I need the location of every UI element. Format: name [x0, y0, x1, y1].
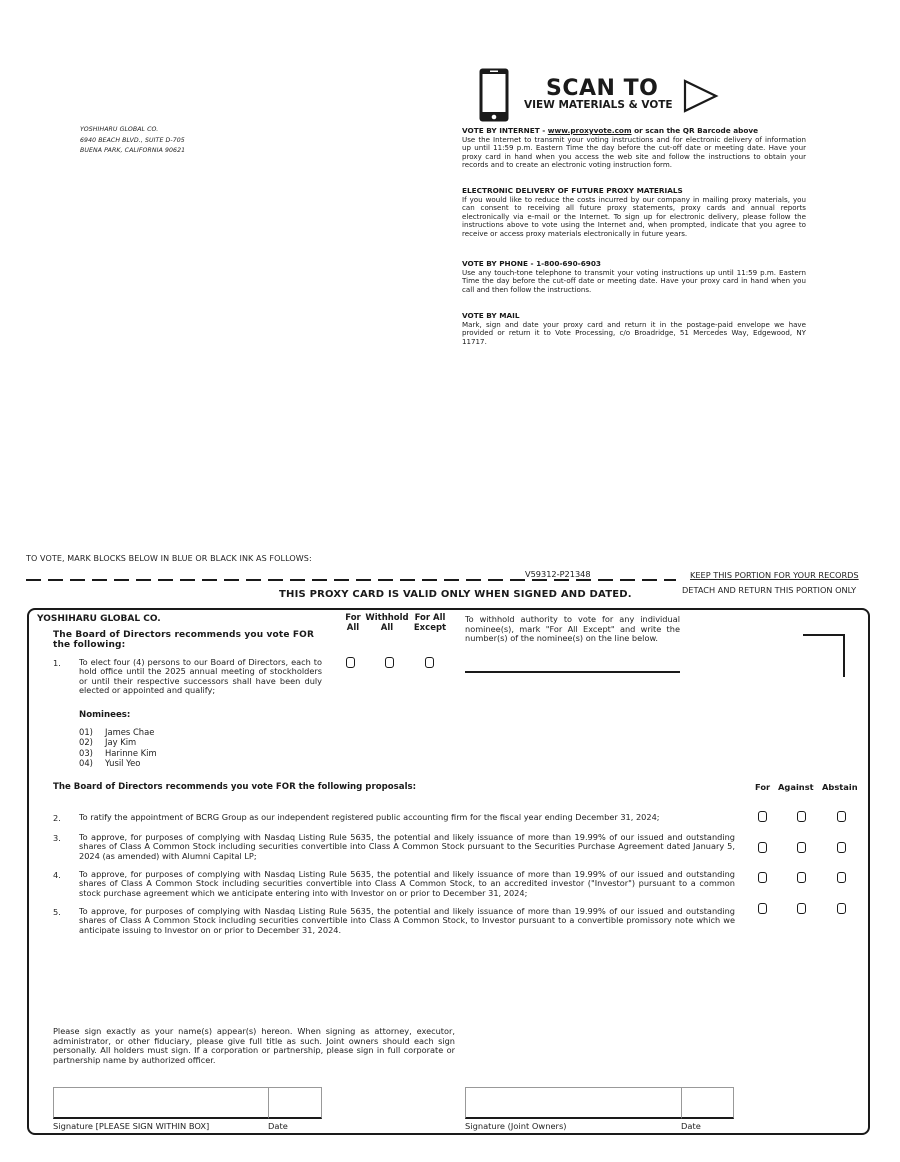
- column-header-for-all: [343, 614, 363, 633]
- proposal-5-number: 5.: [53, 907, 61, 917]
- keep-portion-label: KEEP THIS PORTION FOR YOUR RECORDS: [690, 570, 859, 580]
- column-header-withhold-all: [364, 614, 410, 633]
- proposal-3-number: 3.: [53, 833, 61, 843]
- electronic-delivery-heading: ELECTRONIC DELIVERY OF FUTURE PROXY MATERIALS: [462, 186, 683, 195]
- checkbox-proposal-5-abstain[interactable]: [837, 903, 846, 914]
- checkbox-proposal-2-for[interactable]: [758, 811, 767, 822]
- vote-phone-heading: VOTE BY PHONE - 1-800-690-6903: [462, 259, 602, 268]
- column-header-for-all-except: [411, 614, 449, 633]
- nominee-number: 04): [79, 757, 93, 768]
- nominee-item: [79, 748, 157, 758]
- board-recommendation-proposals: The Board of Directors recommends you vote FOR the following proposals:: [53, 782, 417, 792]
- joint-date-label: Date: [681, 1121, 701, 1131]
- column-header-line: For All: [414, 613, 446, 623]
- checkbox-proposal-5-for[interactable]: [758, 903, 767, 914]
- joint-signature-box[interactable]: [465, 1087, 682, 1119]
- column-header-abstain: Abstain: [822, 782, 858, 792]
- detach-portion-label: DETACH AND RETURN THIS PORTION ONLY: [682, 585, 857, 595]
- vote-by-internet-section: [462, 127, 806, 170]
- checkbox-proposal-4-for[interactable]: [758, 872, 767, 883]
- nominee-name: Jay Kim: [105, 737, 137, 748]
- column-header-against: Against: [778, 782, 814, 792]
- checkbox-withhold-all[interactable]: [385, 657, 394, 668]
- checkbox-proposal-4-abstain[interactable]: [837, 872, 846, 883]
- nominee-number: 01): [79, 727, 93, 737]
- smartphone-icon: [478, 67, 510, 123]
- column-header-line: All: [346, 622, 360, 633]
- control-number: V59312-P21348: [525, 569, 591, 579]
- scanner-registration-mark: [803, 634, 844, 636]
- checkbox-proposal-3-abstain[interactable]: [837, 842, 846, 853]
- arrow-right-outline-icon: [683, 79, 719, 113]
- vote-mail-heading: VOTE BY MAIL: [462, 311, 520, 320]
- nominee-name: James Chae: [105, 727, 155, 737]
- checkbox-proposal-5-against[interactable]: [797, 903, 806, 914]
- vote-by-phone-section: [462, 260, 806, 294]
- joint-signature-label: Signature (Joint Owners): [465, 1121, 567, 1131]
- proposal-4-number: 4.: [53, 870, 61, 880]
- electronic-delivery-body: If you would like to reduce the costs incurred by our company in mailing proxy materials, you can consent to receiving all future proxy statements, proxy cards and annual reports electronically via e-mail or the Internet. To sign up for electronic delivery, please follow the instructions above to vote using the Internet and, when prompted, indicate that you agree to receive or access proxy materials electronically in future years.: [462, 194, 806, 238]
- signature-box[interactable]: [53, 1087, 269, 1119]
- date-label: Date: [268, 1121, 288, 1131]
- signing-instructions: Please sign exactly as your name(s) appear(s) hereon. When signing as attorney, executor, administrator, or other fiduciary, please give full title as such. Joint owners should each sign personally. All holders must sign. If a corporation or partnership, please sign in full corporate or partnership name by authorized officer.: [53, 1026, 455, 1065]
- column-header-line: For: [345, 613, 361, 623]
- mark-blocks-note: TO VOTE, MARK BLOCKS BELOW IN BLUE OR BLACK INK AS FOLLOWS:: [26, 554, 312, 563]
- proxyvote-link[interactable]: www.proxyvote.com: [547, 126, 632, 135]
- return-address-line: 6940 BEACH BLVD., SUITE D-705: [80, 136, 185, 144]
- nominee-name: Yusil Yeo: [105, 757, 141, 768]
- nominee-item: [79, 727, 157, 737]
- valid-notice: THIS PROXY CARD IS VALID ONLY WHEN SIGNED AND DATED.: [279, 589, 632, 600]
- vote-by-mail-section: [462, 312, 806, 346]
- proposal-4-text: To approve, for purposes of complying with Nasdaq Listing Rule 5635, the potential and likely issuance of more than 19.99% of our issued and outstanding shares of Class A Common Stock including securities convertible into Class A Common Stock, to an accredited investor ("Investor") pursuant to a common stock purchase agreement which we anticipate entering into with Investor on or prior to December 31, 2024;: [79, 869, 735, 898]
- checkbox-for-all-except[interactable]: [425, 657, 434, 668]
- checkbox-proposal-4-against[interactable]: [797, 872, 806, 883]
- scan-title: SCAN TO: [546, 76, 659, 101]
- checkbox-proposal-2-abstain[interactable]: [837, 811, 846, 822]
- board-recommendation-directors: The Board of Directors recommends you vote FOR the following:: [53, 630, 315, 650]
- electronic-delivery-section: [462, 187, 806, 239]
- nominee-number: 02): [79, 737, 93, 748]
- card-company-name: YOSHIHARU GLOBAL CO.: [37, 614, 161, 624]
- proposal-1-number: 1.: [53, 658, 61, 668]
- checkbox-proposal-2-against[interactable]: [797, 811, 806, 822]
- proposal-2-number: 2.: [53, 813, 61, 823]
- nominees-heading: Nominees:: [79, 710, 131, 720]
- scan-subtitle: VIEW MATERIALS & VOTE: [524, 99, 673, 111]
- checkbox-proposal-3-for[interactable]: [758, 842, 767, 853]
- vote-internet-heading-suffix: or scan the QR Barcode above: [631, 126, 759, 135]
- proposal-2-text: To ratify the appointment of BCRG Group as our independent registered public accounting firm for the fiscal year ending December 31, 2024;: [79, 812, 660, 822]
- proposal-5-text: To approve, for purposes of complying with Nasdaq Listing Rule 5635, the potential and likely issuance of more than 19.99% of our issued and outstanding shares of Class A Common Stock including securities convertible into Class A Common Stock, to Investor pursuant to a convertible promissory note which we anticipate issuing to Investor on or prior to December 31, 2024.: [79, 906, 735, 935]
- perforation-line: [26, 579, 676, 581]
- proposal-1-text: To elect four (4) persons to our Board of Directors, each to hold office until the 2025 annual meeting of stockholders or until their respective successors shall have been duly elected or appointed and qualify;: [79, 657, 322, 696]
- nominee-exception-line[interactable]: [465, 671, 680, 673]
- withhold-instructions: To withhold authority to vote for any individual nominee(s), mark "For All Except" and write the number(s) of the nominee(s) on the line below.: [465, 614, 680, 644]
- proposal-3-text: To approve, for purposes of complying with Nasdaq Listing Rule 5635, the potential and likely issuance of more than 19.99% of our issued and outstanding shares of Class A Common Stock including securities convertible into Class A Common Stock pursuant to the Securities Purchase Agreement dated January 5, 2024 (as amended) with Alumni Capital LP;: [79, 832, 735, 861]
- nominee-list: [79, 727, 157, 768]
- nominee-number: 03): [79, 747, 93, 758]
- signature-date-box[interactable]: [268, 1087, 322, 1119]
- column-header-for: For: [755, 782, 771, 792]
- signature-label: Signature [PLEASE SIGN WITHIN BOX]: [53, 1121, 210, 1131]
- return-address: [80, 125, 185, 157]
- column-header-line: Withhold: [365, 613, 409, 623]
- vote-internet-body: Use the Internet to transmit your voting instructions and for electronic delivery of information up until 11:59 p.m. Eastern Time the day before the cut-off date or meeting date. Have your proxy card in hand when you access the web site and follow the instructions to obtain your records and to create an electronic voting instruction form.: [462, 134, 806, 170]
- nominee-name: Harinne Kim: [105, 747, 157, 758]
- return-address-line: BUENA PARK, CALIFORNIA 90621: [80, 147, 186, 154]
- scanner-registration-mark: [843, 634, 845, 677]
- return-address-line: YOSHIHARU GLOBAL CO.: [80, 126, 159, 133]
- nominee-item: [79, 758, 157, 768]
- checkbox-for-all[interactable]: [346, 657, 355, 668]
- vote-mail-body: Mark, sign and date your proxy card and return it in the postage-paid envelope we have provided or return it to Vote Processing, c/o Broadridge, 51 Mercedes Way, Edgewood, NY 11717.: [462, 319, 806, 346]
- checkbox-proposal-3-against[interactable]: [797, 842, 806, 853]
- vote-internet-heading: VOTE BY INTERNET -: [462, 126, 548, 135]
- nominee-item: [79, 737, 157, 747]
- column-header-line: All: [380, 622, 394, 633]
- vote-phone-body: Use any touch-tone telephone to transmit your voting instructions up until 11:59 p.m. Eastern Time the day before the cut-off date or meeting date. Have your proxy card in hand when you call and then follow the instructions.: [462, 267, 806, 294]
- joint-signature-date-box[interactable]: [681, 1087, 734, 1119]
- column-header-line: Except: [413, 622, 447, 633]
